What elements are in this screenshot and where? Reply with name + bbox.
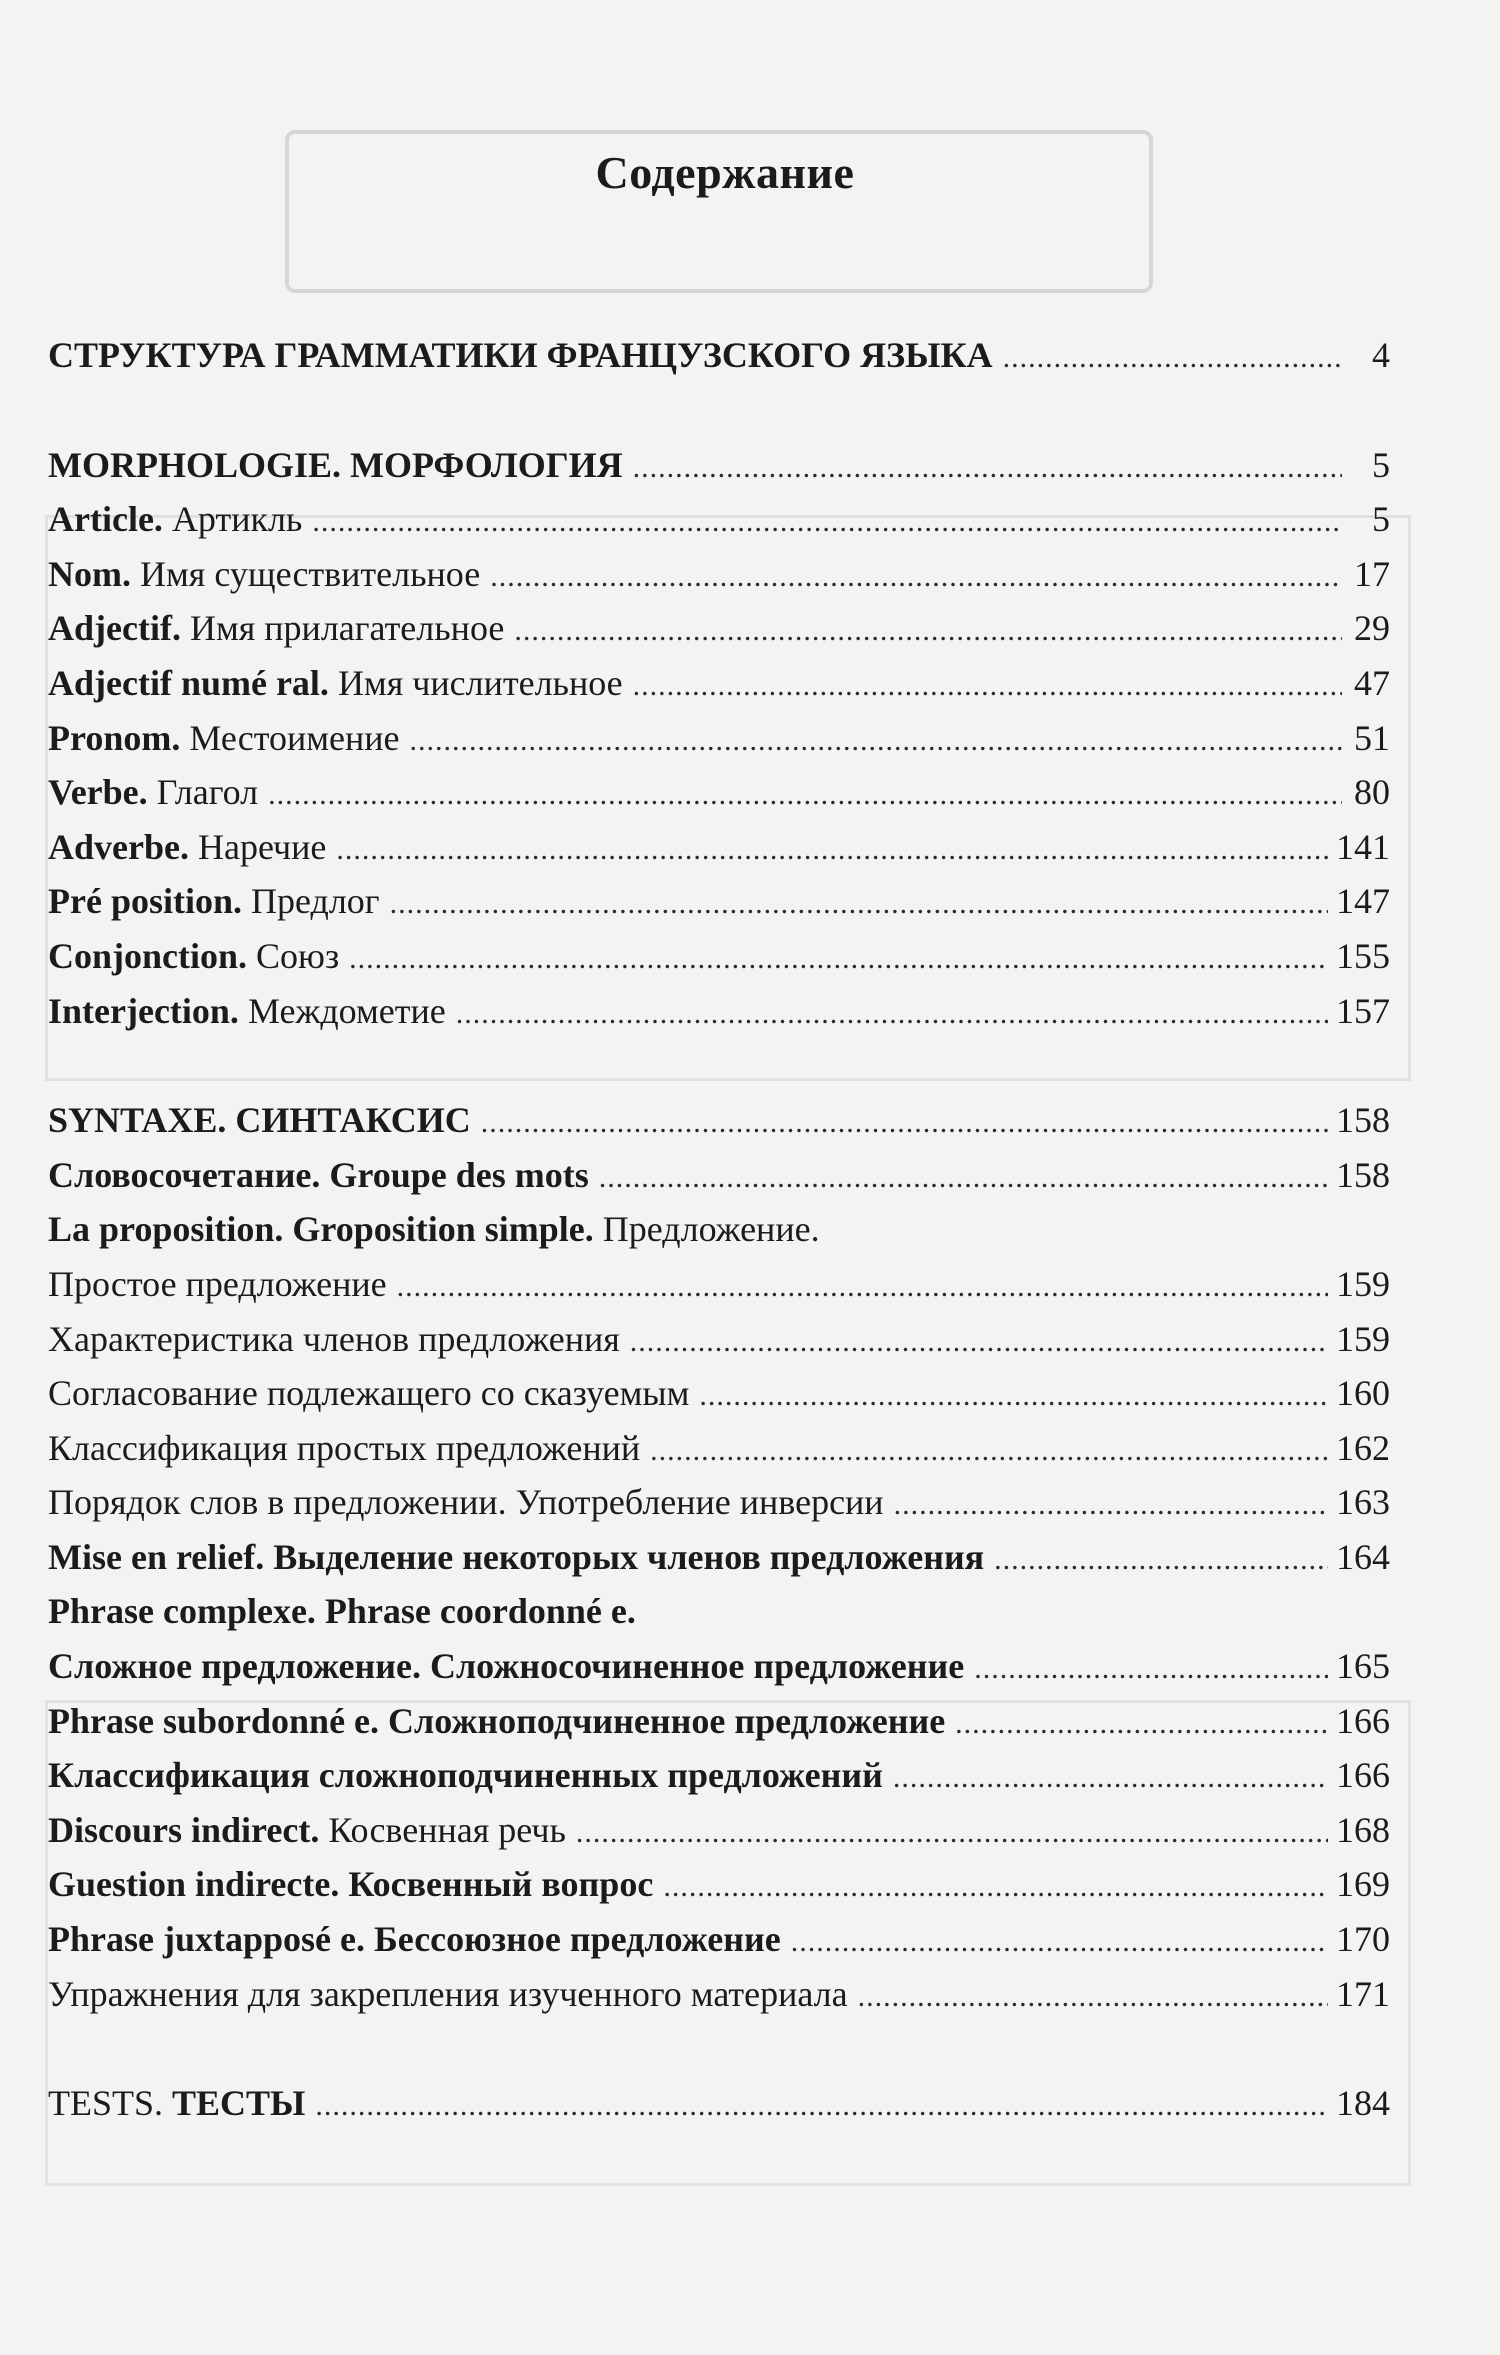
toc-entry-title: [48, 1148, 589, 1203]
toc-entry-title: [48, 1530, 984, 1585]
page-number: 5: [1372, 499, 1390, 540]
toc-entry-bold-text: Pronom.: [48, 717, 181, 758]
toc-entry: [48, 1475, 1390, 1530]
dot-leader: [315, 2079, 1328, 2134]
toc-entry: [48, 929, 1390, 984]
page-number: 184: [1336, 2083, 1390, 2124]
toc-entry-title: [48, 1257, 387, 1312]
page-number: 166: [1336, 1700, 1390, 1741]
toc-entry-text: Имя числительное: [328, 662, 623, 703]
dot-leader: [390, 877, 1328, 932]
toc-entry: [48, 1803, 1390, 1858]
toc-entry-bold-text: Phrase subordonné e. Сложноподчиненное предложение: [48, 1700, 946, 1741]
toc-entry: [48, 1748, 1390, 1803]
toc-entry-bold-text: Phrase juxtapposé e. Бессоюзное предложение: [48, 1919, 781, 1960]
toc-entry: [48, 438, 1390, 493]
toc-entry-bold-text: Article.: [48, 499, 163, 540]
toc-entry-text: Косвенная речь: [319, 1809, 566, 1850]
toc-entry-bold-text: Adjectif numé ral.: [48, 662, 329, 703]
toc-entry-title: [48, 820, 326, 875]
toc-entry-bold-text: Nom.: [48, 553, 131, 594]
toc-entry: [48, 601, 1390, 656]
page-number: 158: [1336, 1100, 1390, 1141]
page-number: 141: [1336, 826, 1390, 867]
dot-leader: [994, 1533, 1328, 1588]
toc-entry-title: [48, 1694, 945, 1749]
page-number: 169: [1336, 1864, 1390, 1905]
toc-entry-bold-text: Классификация сложноподчиненных предложений: [48, 1755, 883, 1796]
page-number: 159: [1336, 1263, 1390, 1304]
dot-leader: [312, 495, 1342, 550]
page-number: 5: [1372, 444, 1390, 485]
toc-entry: [48, 711, 1390, 766]
dot-leader: [481, 1096, 1328, 1151]
toc-entry: [48, 1639, 1390, 1694]
toc-entry: [48, 1967, 1390, 2022]
toc-entry: [48, 765, 1390, 820]
page-number: 171: [1336, 1973, 1390, 2014]
toc-entry-text: Местоимение: [180, 717, 400, 758]
toc-entry: [48, 1421, 1390, 1476]
toc-entry-title: [48, 547, 480, 602]
toc-entry-bold-text: SYNTAXE. СИНТАКСИС: [48, 1100, 471, 1141]
toc-entry-title: [48, 1366, 689, 1421]
toc-entry: [48, 1312, 1390, 1367]
toc-entry-title: [48, 438, 623, 493]
toc-entry-bold-text: Adverbe.: [48, 826, 189, 867]
toc-entry-title: [48, 1967, 848, 2022]
dot-leader: [514, 604, 1342, 659]
dot-leader: [456, 987, 1328, 1042]
dot-leader: [650, 1424, 1328, 1479]
dot-leader: [1003, 331, 1342, 386]
toc-entry-bold-text: Mise en relief. Выделение некоторых членов предложения: [48, 1536, 985, 1577]
toc-entry-text: Союз: [247, 935, 340, 976]
dot-leader: [630, 1315, 1328, 1370]
toc-entry-title: [48, 328, 993, 383]
dot-leader: [576, 1806, 1328, 1861]
toc-entry-text: Классификация простых предложений: [48, 1427, 641, 1468]
toc-entry-bold-text: Pré position.: [48, 881, 242, 922]
toc-entry: [48, 1912, 1390, 1967]
page-number: 160: [1336, 1373, 1390, 1414]
dot-leader: [663, 1860, 1328, 1915]
page-number: 158: [1336, 1154, 1390, 1195]
toc-entry-bold-text: Interjection.: [48, 990, 239, 1031]
dot-leader: [894, 1478, 1328, 1533]
page-number: 17: [1354, 553, 1390, 594]
toc-entry: [48, 328, 1390, 383]
toc-entry-text: Междометие: [238, 990, 446, 1031]
page-title: Содержание: [595, 147, 855, 198]
toc-entry-title: [48, 1748, 883, 1803]
toc-entry-text: Глагол: [147, 772, 259, 813]
toc-entry-bold-text: Сложное предложение. Сложносочиненное предложение: [48, 1646, 965, 1687]
toc-entry-bold-text: MORPHOLOGIE. МОРФОЛОГИЯ: [48, 444, 623, 485]
toc-entry-bold-text: СТРУКТУРА ГРАММАТИКИ ФРАНЦУЗСКОГО ЯЗЫКА: [48, 335, 993, 375]
toc-entry-title: [48, 1202, 820, 1257]
dot-leader: [349, 932, 1328, 987]
page-number: 155: [1336, 935, 1390, 976]
page-number: 165: [1336, 1646, 1390, 1687]
toc-entry-text: Наречие: [188, 826, 327, 867]
dot-leader: [599, 1151, 1328, 1206]
toc-entry-title: [48, 711, 400, 766]
toc-entry-title: [48, 601, 504, 656]
toc-entry-title: [48, 1421, 640, 1476]
toc-entry-title: [48, 656, 623, 711]
toc-entry-title: [48, 874, 380, 929]
toc-entry-title: [48, 929, 339, 984]
toc-entry-bold-text: Guestion indirecte. Косвенный вопрос: [48, 1864, 654, 1905]
toc-entry-title: [48, 765, 258, 820]
toc-entry: [48, 1148, 1390, 1203]
dot-leader: [410, 714, 1342, 769]
page-number: 80: [1354, 772, 1390, 813]
page-number: 159: [1336, 1318, 1390, 1359]
dot-leader: [268, 768, 1342, 823]
toc-entry: [48, 2076, 1390, 2131]
toc-entry-bold-text: ТЕСТЫ: [163, 2083, 306, 2124]
dot-leader: [633, 441, 1342, 496]
page-number: 162: [1336, 1427, 1390, 1468]
toc-entry-text: Артикль: [162, 499, 303, 540]
toc-entry: [48, 874, 1390, 929]
toc-entry: [48, 1257, 1390, 1312]
toc-entry-text: Имя прилагательное: [180, 608, 505, 649]
dot-leader: [955, 1697, 1328, 1752]
toc-entry-text: Простое предложение: [48, 1263, 387, 1304]
page-number: 4: [1372, 335, 1390, 375]
page-number: 29: [1354, 608, 1390, 649]
toc-entry-text: TESTS.: [48, 2083, 164, 2124]
toc-entry-text: Предлог: [242, 881, 380, 922]
toc-entry: [48, 820, 1390, 875]
toc-entry-title: [48, 1857, 653, 1912]
toc-entry-title: [48, 1093, 471, 1148]
toc-entry-title: [48, 1584, 636, 1639]
toc-entry: [48, 1093, 1390, 1148]
dot-leader: [397, 1260, 1328, 1315]
toc-entry-text: Характеристика членов предложения: [48, 1318, 620, 1359]
toc-entry-text: Имя существительное: [131, 553, 481, 594]
toc-entry: [48, 1202, 1390, 1257]
dot-leader: [893, 1751, 1328, 1806]
dot-leader: [336, 823, 1328, 878]
toc-entry-title: [48, 984, 446, 1039]
page-number: 163: [1336, 1482, 1390, 1523]
toc-entry-title: [48, 1312, 620, 1367]
toc-entry: [48, 656, 1390, 711]
page-number: 157: [1336, 990, 1390, 1031]
toc-entry-text: Предложение.: [593, 1209, 820, 1250]
toc-entry: [48, 1530, 1390, 1585]
dot-leader: [858, 1970, 1328, 2025]
toc-entry-title: [48, 1639, 964, 1694]
toc-entry-title: [48, 492, 302, 547]
page-number: 166: [1336, 1755, 1390, 1796]
toc-entry: [48, 984, 1390, 1039]
page-number: 170: [1336, 1919, 1390, 1960]
toc-entry: [48, 492, 1390, 547]
toc-entry-title: [48, 1475, 884, 1530]
toc-entry-bold-text: La proposition. Groposition simple.: [48, 1209, 594, 1250]
table-of-contents: [48, 328, 1390, 2131]
toc-entry: [48, 1366, 1390, 1421]
toc-entry-text: Согласование подлежащего со сказуемым: [48, 1373, 690, 1414]
page-number: 47: [1354, 662, 1390, 703]
dot-leader: [974, 1642, 1328, 1697]
dot-leader: [490, 550, 1342, 605]
toc-entry-bold-text: Словосочетание. Groupe des mots: [48, 1154, 589, 1195]
toc-entry-bold-text: Verbe.: [48, 772, 148, 813]
page-number: 51: [1354, 717, 1390, 758]
toc-entry: [48, 1694, 1390, 1749]
page-number: 147: [1336, 881, 1390, 922]
toc-entry-text: Упражнения для закрепления изученного материала: [48, 1973, 848, 2014]
toc-entry: [48, 547, 1390, 602]
toc-entry: [48, 1857, 1390, 1912]
toc-entry-text: Порядок слов в предложении. Употребление инверсии: [48, 1482, 884, 1523]
toc-entry-bold-text: Discours indirect.: [48, 1809, 320, 1850]
dot-leader: [633, 659, 1342, 714]
page-number: 168: [1336, 1809, 1390, 1850]
toc-entry: [48, 1584, 1390, 1639]
dot-leader: [791, 1915, 1328, 1970]
toc-entry-bold-text: Phrase complexe. Phrase coordonné e.: [48, 1591, 636, 1632]
toc-entry-bold-text: Adjectif.: [48, 608, 181, 649]
page-number: 164: [1336, 1536, 1390, 1577]
toc-entry-title: [48, 1912, 781, 1967]
toc-entry-title: [48, 2076, 305, 2131]
toc-entry-title: [48, 1803, 566, 1858]
toc-entry-bold-text: Conjonction.: [48, 935, 248, 976]
dot-leader: [699, 1369, 1328, 1424]
